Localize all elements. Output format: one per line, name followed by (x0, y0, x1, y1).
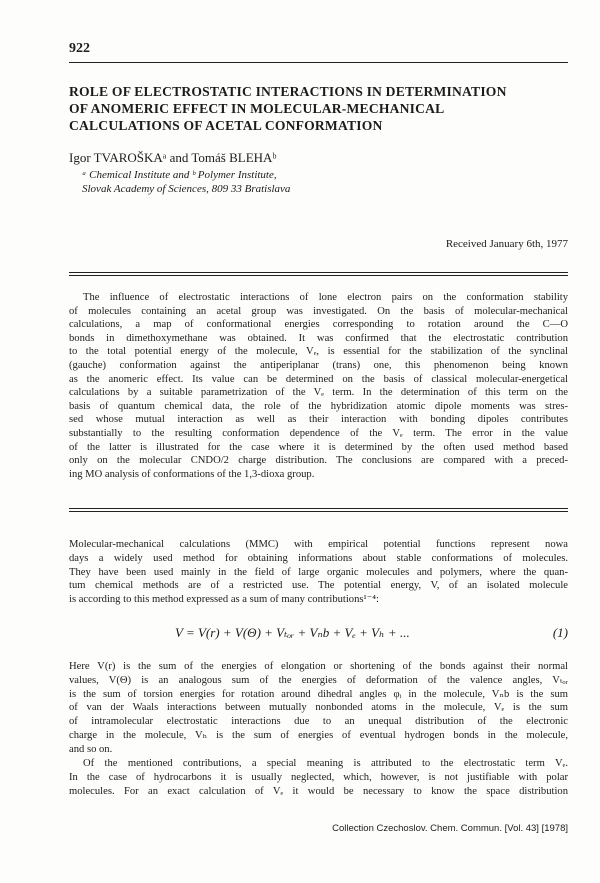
body-line: values, V(Θ) is an analogous sum of the energies of deformation of the valence angles, Vₜₒᵣ (69, 674, 568, 686)
body-line: charge in the molecule, Vₕ is the sum of energies of eventual hydrogen bonds in the molecule, (69, 729, 568, 741)
abstract-line: sed whose mutual interaction as well as their interaction with bonding dipoles contributes (69, 414, 568, 426)
body-line: of intramolecular electrostatic interactions due to an unequal distribution of the electronic (69, 716, 568, 728)
body-line: and so on. (69, 743, 113, 755)
received-date: Received January 6th, 1977 (445, 238, 568, 250)
abstract-line: only on the molecular CNDO/2 charge distribution. The conclusions are compared with a preced- (69, 455, 568, 467)
body-line: tum chemical methods are of a restricted use. The potential energy, V, of an isolated molecule (69, 580, 568, 592)
page-number: 922 (69, 41, 90, 56)
abstract-line: ing MO analysis of conformations of the 1,3-dioxa group. (69, 468, 315, 480)
abstract-line: (gauche) conformation against the antiperiplanar (trans) one, this phenomenon being known (69, 359, 568, 371)
definitions-paragraph (69, 660, 568, 757)
abstract-line: to the total potential energy of the molecule, Vₑ, is essential for the stabilization of the synclinal (69, 346, 568, 358)
electrostatic-paragraph (69, 757, 568, 798)
body-line: of van der Waals interactions between mutually nonbonded atoms in the molecule, Vₑ is the sum (69, 702, 568, 714)
abstract-line: substantially to the resulting conformation dependence of the Vₑ term. The error in the value (69, 427, 568, 439)
body-line: In the case of hydrocarbons it is usually neglected, which, however, is not justifiable with polar (69, 771, 568, 783)
authors: Igor TVAROŠKAᵃ and Tomáš BLEHAᵇ (69, 150, 277, 165)
intro-paragraph (69, 538, 568, 607)
equation-text: V = V(r) + V(Θ) + Vₜₒᵣ + Vₙb + Vₑ + Vₕ + ... (175, 625, 410, 640)
affiliation-line: Slovak Academy of Sciences, 809 33 Bratislava (82, 183, 291, 195)
body-line: is the sum of torsion energies for rotation around dihedral angles φᵢ in the molecule, Vₙb is the sum (69, 688, 568, 700)
abstract-line: as the anomeric effect. Its value can be determined on the basis of classical molecular-energetical (69, 373, 568, 385)
body-line: days a widely used method for obtaining informations about stable conformations of molecules. (69, 552, 568, 564)
header-rule (69, 62, 568, 63)
body-line: is according to this method expressed as a sum of many contributions¹⁻⁴: (69, 594, 379, 606)
body-line: Here V(r) is the sum of the energies of elongation or shortening of the bonds against their normal (69, 661, 568, 672)
abstract-top-rule (69, 272, 568, 276)
abstract-line: of molecules containing an acetal group was investigated. On the basis of molecular-mechanical (69, 305, 568, 317)
body-line: Molecular-mechanical calculations (MMC) with empirical potential functions represent nowa (69, 539, 568, 550)
journal-footer: Collection Czechoslov. Chem. Commun. [Vol. 43] [1978] (332, 823, 568, 834)
affiliation-line: ᵃ Chemical Institute and ᵇ Polymer Institute, (82, 169, 277, 181)
abstract-line: calculations by a suitable parametrization of the Vₑ term. In the determination of this term on the (69, 387, 568, 399)
abstract-line: basis of quantum chemical data, the role of the hybridization atomic dipole moments was stres- (69, 400, 568, 412)
title-line: ROLE OF ELECTROSTATIC INTERACTIONS IN DETERMINATION (69, 84, 507, 99)
body-line: Of the mentioned contributions, a special meaning is attributed to the electrostatic term Vₑ. (83, 758, 568, 769)
abstract-line: of the latter is illustrated for the case where it is determined by the often used method based (69, 441, 568, 453)
title-line: OF ANOMERIC EFFECT IN MOLECULAR-MECHANICAL (69, 101, 445, 116)
equation-number: (1) (552, 625, 568, 640)
affiliations (82, 168, 290, 196)
abstract (69, 291, 568, 481)
abstract-line: calculations, a map of conformational energies corresponding to rotation around the C—O (69, 319, 568, 331)
title-line: CALCULATIONS OF ACETAL CONFORMATION (69, 118, 383, 133)
paper-title (69, 83, 568, 134)
body-line: They have been used mainly in the field of large organic molecules and polymers, where the quan- (69, 566, 568, 578)
abstract-bottom-rule (69, 508, 568, 512)
abstract-line: bonds in dimethoxymethane was obtained. It was confirmed that the electrostatic contribution (69, 332, 568, 344)
body-line: molecules. For an exact calculation of Vₑ it would be necessary to know the space distribution (69, 785, 568, 797)
abstract-line: The influence of electrostatic interactions of lone electron pairs on the conformation stability (83, 292, 568, 303)
